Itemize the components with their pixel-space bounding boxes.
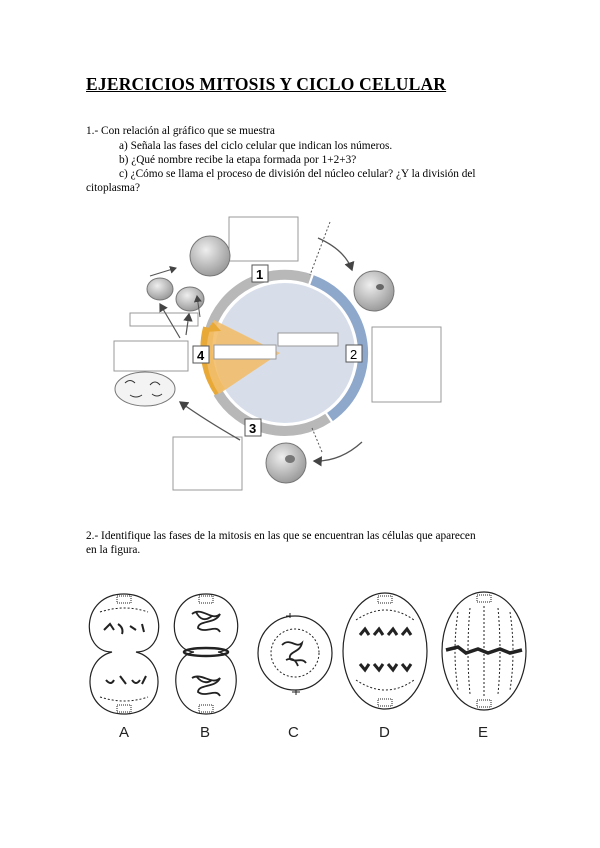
page-title: EJERCICIOS MITOSIS Y CICLO CELULAR: [86, 74, 447, 94]
cell-a: [89, 594, 158, 714]
question-1a: a) Señala las fases del ciclo celular que indican los números.: [119, 140, 393, 152]
phase-number-2: 2: [350, 347, 358, 362]
figure-label-e: E: [478, 724, 489, 741]
cell-b: [174, 594, 237, 714]
figure-label-a: A: [119, 724, 130, 741]
question-1c-continued: citoplasma?: [86, 182, 140, 194]
cell-d: [343, 593, 427, 709]
cell-c: [258, 613, 332, 695]
phase-number-1: 1: [256, 267, 264, 282]
question-1-intro: 1.- Con relación al gráfico que se muestra: [86, 125, 275, 137]
figure-label-d: D: [379, 724, 390, 741]
figure-label-b: B: [200, 724, 211, 741]
cell-e: [442, 592, 526, 710]
question-2-line2: en la figura.: [86, 544, 141, 556]
question-1b: b) ¿Qué nombre recibe la etapa formada por 1+2+3?: [119, 154, 357, 166]
phase-number-3: 3: [249, 421, 257, 436]
question-1c: c) ¿Cómo se llama el proceso de división del núcleo celular? ¿Y la división del: [119, 168, 476, 180]
phase-number-4: 4: [197, 348, 205, 363]
figure-label-c: C: [288, 724, 299, 741]
question-2-line1: 2.- Identifique las fases de la mitosis en las que se encuentran las células que aparecen: [86, 530, 476, 542]
